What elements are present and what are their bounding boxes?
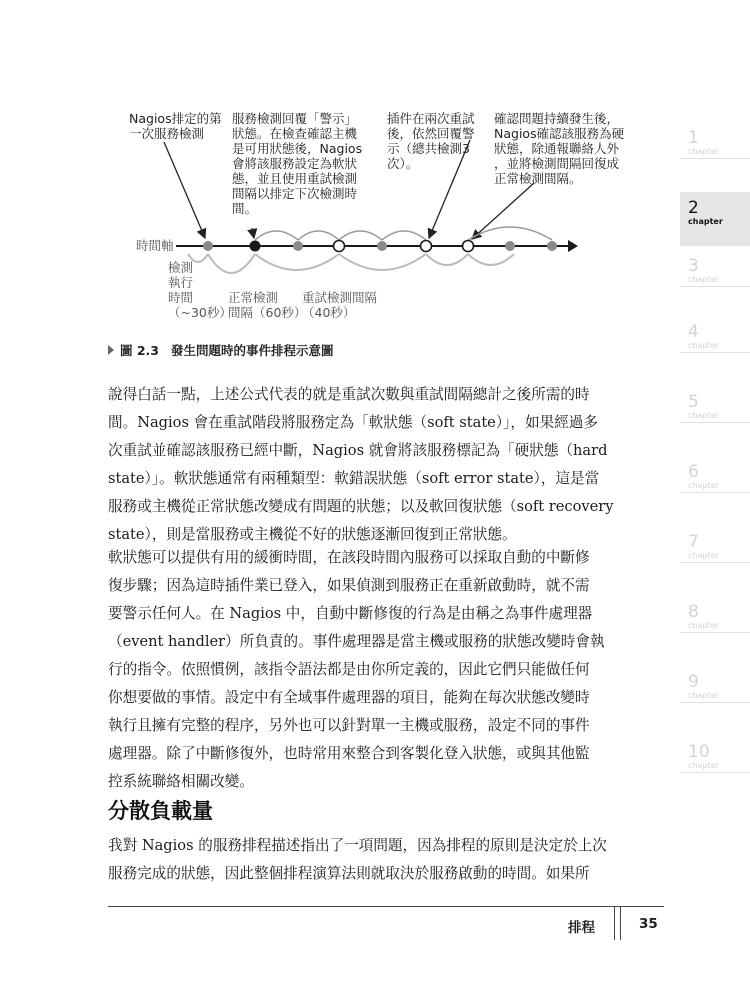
text-line: 控系統聯絡相關改變。 <box>108 773 254 790</box>
text-line: 處理器。除了中斷修復外，也時常用來整合到客製化登入狀態，或與其他監 <box>108 745 590 762</box>
arrow-retry <box>429 140 470 238</box>
caption-number: 圖 2.3 <box>120 343 159 358</box>
chapter-tab-10[interactable] <box>680 740 750 804</box>
text-line: 說得白話一點，上述公式代表的就是重試次數與重試間隔總計之後所需的時 <box>108 386 590 403</box>
retry-arc-2 <box>339 254 426 270</box>
event-dot <box>505 241 515 251</box>
paragraph-3 <box>108 832 607 888</box>
chapter-number: 2 <box>688 198 699 218</box>
text-line: 我對 Nagios 的服務排程描述指出了一項問題，因為排程的原則是決定於上次 <box>108 837 607 854</box>
text-line: 復步驟；因為這時插件業已登入，如果偵測到服務正在重新啟動時，就不需 <box>108 577 590 594</box>
paragraph-1 <box>108 381 613 549</box>
text-line: state）」。軟狀態通常有兩種類型：軟錯誤狀態（soft error state），這是當 <box>108 470 600 487</box>
caption-marker-icon <box>108 345 114 355</box>
arrow-hard-state <box>472 183 534 239</box>
upper-arc-3 <box>339 231 382 240</box>
text-line: 要警示任何人。在 Nagios 中，自動中斷修復的行為是由稱之為事件處理器 <box>108 605 593 622</box>
event-dot <box>377 241 387 251</box>
arrow-first-check <box>164 142 205 238</box>
chapter-label: chapter <box>680 275 750 287</box>
chapter-label: chapter <box>680 551 750 563</box>
arrow-warning <box>252 228 254 238</box>
chapter-number: 3 <box>688 256 699 276</box>
chapter-tab-4[interactable] <box>680 320 750 390</box>
chapter-label: chapter <box>680 621 750 633</box>
chapter-tab-5[interactable] <box>680 390 750 460</box>
chapter-tab-6[interactable] <box>680 460 750 530</box>
chapter-tab-3[interactable] <box>680 246 750 320</box>
chapter-label: chapter <box>680 411 750 423</box>
chapter-number: 5 <box>688 392 699 412</box>
event-dot <box>293 241 303 251</box>
event-dot-alert <box>250 241 261 252</box>
text-line: 你想要做的事情。設定中有全域事件處理器的項目，能夠在每次狀態改變時 <box>108 689 590 706</box>
normal-interval-label: 正常檢測 間隔（60秒） <box>228 290 307 320</box>
section-title: 分散負載量 <box>108 799 213 823</box>
figure-caption <box>108 341 334 359</box>
chapter-number: 8 <box>688 602 699 622</box>
caption-text: 發生問題時的事件排程示意圖 <box>171 343 334 358</box>
text-line: 軟狀態可以提供有用的緩衝時間，在該段時間內服務可以採取自動的中斷修 <box>108 549 590 566</box>
chapter-label: chapter <box>680 481 750 493</box>
chapter-label: chapter <box>680 147 750 159</box>
check-time-arc <box>188 254 208 262</box>
text-line: 行的指令。依照慣例，該指令語法都是由你所定義的，因此它們只能做任何 <box>108 661 590 678</box>
text-line: state），則是當服務或主機從不好的狀態逐漸回復到正常狀態。 <box>108 526 517 543</box>
upper-arc-4 <box>382 231 426 240</box>
chapter-label: chapter <box>680 341 750 353</box>
chapter-tab-7[interactable] <box>680 530 750 600</box>
annotation-first-check: Nagios排定的第 一次服務檢測 <box>129 111 222 141</box>
chapter-number: 4 <box>688 322 699 342</box>
timeline-diagram <box>0 0 680 335</box>
chapter-label: chapter <box>688 217 723 226</box>
annotation-retry-alert: 插件在兩次重試 後，依然回覆警 示（總共檢測3 次）。 <box>387 111 475 171</box>
event-dot-hard <box>463 241 474 252</box>
footer-divider <box>620 906 621 940</box>
chapter-number: 7 <box>688 532 699 552</box>
chapter-number: 10 <box>688 742 710 762</box>
page-number: 35 <box>639 916 658 932</box>
chapter-tab-9[interactable] <box>680 670 750 740</box>
event-dot <box>547 241 557 251</box>
retry-interval-label: 重試檢測間隔 （40秒） <box>302 290 378 320</box>
retry-arc-1 <box>255 254 339 270</box>
text-line: 間。Nagios 會在重試階段將服務定為「軟狀態（soft state）」，如果經過多 <box>108 414 598 431</box>
event-dot-retry <box>421 241 432 252</box>
normal-arc-2 <box>426 254 468 265</box>
chapter-tabs <box>680 126 750 804</box>
chapter-number: 1 <box>688 128 699 148</box>
figure <box>0 0 680 358</box>
event-dot <box>203 241 213 251</box>
paragraph-2 <box>108 544 605 796</box>
text-line: 執行且擁有完整的程序，另外也可以針對單一主機或服務，設定不同的事件 <box>108 717 590 734</box>
text-line: 次重試並確認該服務已經中斷，Nagios 就會將該服務標記為「硬狀態（hard <box>108 442 608 459</box>
text-line: 服務或主機從正常狀態改變成有問題的狀態；以及軟回復狀態（soft recovery <box>108 498 614 515</box>
event-dot-retry <box>334 241 345 252</box>
normal-arc-3 <box>468 254 514 265</box>
chapter-tab-8[interactable] <box>680 600 750 670</box>
upper-arc-2 <box>298 231 339 240</box>
footer-rule <box>108 906 664 907</box>
chapter-label: chapter <box>680 691 750 703</box>
footer-divider <box>614 906 615 940</box>
annotation-warning-soft-state: 服務檢測回覆「警示」 狀態。在檢查確認主機 是可用狀態後，Nagios 會將該服務設定為軟狀 態，並且使用重試檢測 間隔以排定下次檢測時 間。 <box>232 111 363 216</box>
chapter-label: chapter <box>680 761 750 773</box>
footer-section-title: 排程 <box>568 920 595 936</box>
upper-arc-1 <box>255 231 298 240</box>
text-line: （event handler）所負責的。事件處理器是當主機或服務的狀態改變時會執 <box>108 633 605 650</box>
chapter-tab-2[interactable] <box>680 192 750 246</box>
normal-interval-arc <box>208 254 255 273</box>
text-line: 服務完成的狀態，因此整個排程演算法則就取決於服務啟動的時間。如果所 <box>108 865 590 882</box>
chapter-number: 6 <box>688 462 699 482</box>
check-duration-label: 檢測 執行 時間 （~30秒） <box>168 260 232 320</box>
upper-arc-5 <box>468 227 552 240</box>
annotation-hard-state: 確認問題持續發生後， Nagios確認該服務為硬 狀態，除通報聯絡人外 ，並將檢測間隔回復成 正常檢測間隔。 <box>494 111 625 186</box>
timeline-axis-arrowhead <box>568 240 578 252</box>
chapter-tab-1[interactable] <box>680 126 750 192</box>
timeline-label: 時間軸 <box>136 238 174 253</box>
chapter-number: 9 <box>688 672 699 692</box>
